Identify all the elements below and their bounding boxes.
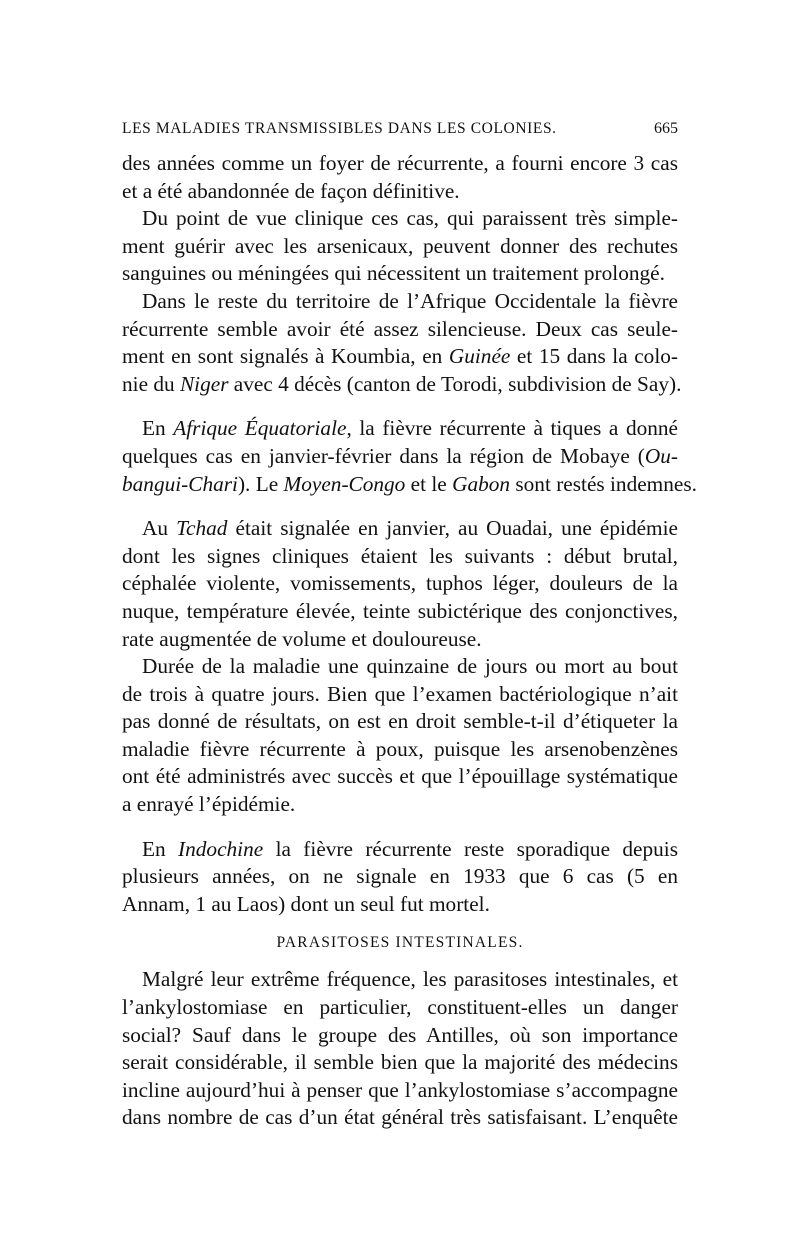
text-line: ment en sont signalés à Koumbia, en Guinée et 15 dans la colo- [122,344,678,369]
text-line: Malgré leur extrême fréquence, les parasitoses intestinales, et [142,967,678,992]
paragraph-indochine [122,836,678,919]
paragraph-gap [122,498,678,515]
running-head [122,120,678,144]
text-line: ment guérir avec les arsenicaux, peuvent donner des rechutes [122,233,678,258]
text-line: dans nombre de cas d’un état général très satisfaisant. L’enquête [122,1105,678,1130]
paragraph-parasitoses [122,966,678,1132]
text-line: social? Sauf dans le groupe des Antilles, où son importance [122,1022,678,1047]
text-line: ont été administrés avec succès et que l’épouillage systématique [122,764,678,789]
text-line: En Afrique Équatoriale, la fièvre récurrente à tiques a donné [142,416,679,441]
text-line: Au Tchad était signalée en janvier, au Ouadai, une épidémie [142,516,678,541]
text-line: sanguines ou méningées qui nécessitent un traitement prolongé. [122,261,665,286]
text-line: En Indochine la fièvre récurrente reste sporadique depuis [142,836,678,861]
text-line: pas donné de résultats, on est en droit semble-t-il d’étiqueter la [122,709,678,734]
text-line: Dans le reste du territoire de l’Afrique Occidentale la fièvre [142,288,678,313]
paragraph-afrique-occidentale [122,288,682,398]
text-line: l’ankylostomiase en particulier, constituent-elles un danger [122,995,678,1020]
paragraph-tchad [122,515,678,653]
book-page [122,120,697,1132]
text-line: incline aujourd’hui à penser que l’ankylostomiase s’accompagne [122,1077,678,1102]
text-line: rate augmentée de volume et douloureuse. [122,626,482,651]
text-line: maladie fièvre récurrente à poux, puisque les arsenobenzènes [122,736,678,761]
text-line: plusieurs années, on ne signale en 1933 que 6 cas (5 en [122,864,678,889]
text-line: bangui-Chari). Le Moyen-Congo et le Gabon sont restés indemnes. [122,471,697,496]
text-line: dont les signes cliniques étaient les suivants : début brutal, [122,543,678,568]
text-line: a enrayé l’épidémie. [122,792,296,817]
text-line: nie du Niger avec 4 décès (canton de Torodi, subdivision de Say). [122,371,682,396]
text-line: Du point de vue clinique ces cas, qui paraissent très simple- [142,206,678,231]
text-line: céphalée violente, vomissements, tuphos léger, douleurs de la [122,571,678,596]
text-line: des années comme un foyer de récurrente, a fourni encore 3 cas [122,151,678,175]
text-line: quelques cas en janvier-février dans la région de Mobaye (Ou- [122,443,678,468]
text-line: et a été abandonnée de façon définitive. [122,178,460,203]
text-line: Durée de la maladie une quinzaine de jours ou mort au bout [142,654,678,679]
paragraph-duree [122,653,678,819]
paragraph-gap [122,819,678,836]
text-line: de trois à quatre jours. Bien que l’examen bactériologique n’ait [122,681,678,706]
page-number: 665 [654,120,678,137]
text-line: nuque, température élevée, teinte subictérique des conjonctives, [122,598,678,623]
text-line: Annam, 1 au Laos) dont un seul fut mortel. [122,891,490,916]
running-title: LES MALADIES TRANSMISSIBLES DANS LES COLONIES. [122,120,557,137]
section-title: PARASITOSES INTESTINALES. [276,934,524,952]
paragraph-gap [122,398,678,415]
text-line: récurrente semble avoir été assez silencieuse. Deux cas seule- [122,316,678,341]
paragraph-clinical [122,205,678,288]
paragraph-continuation [122,150,678,205]
text-line: serait considérable, il semble bien que la majorité des médecins [122,1050,678,1075]
paragraph-afrique-equatoriale [122,415,697,498]
